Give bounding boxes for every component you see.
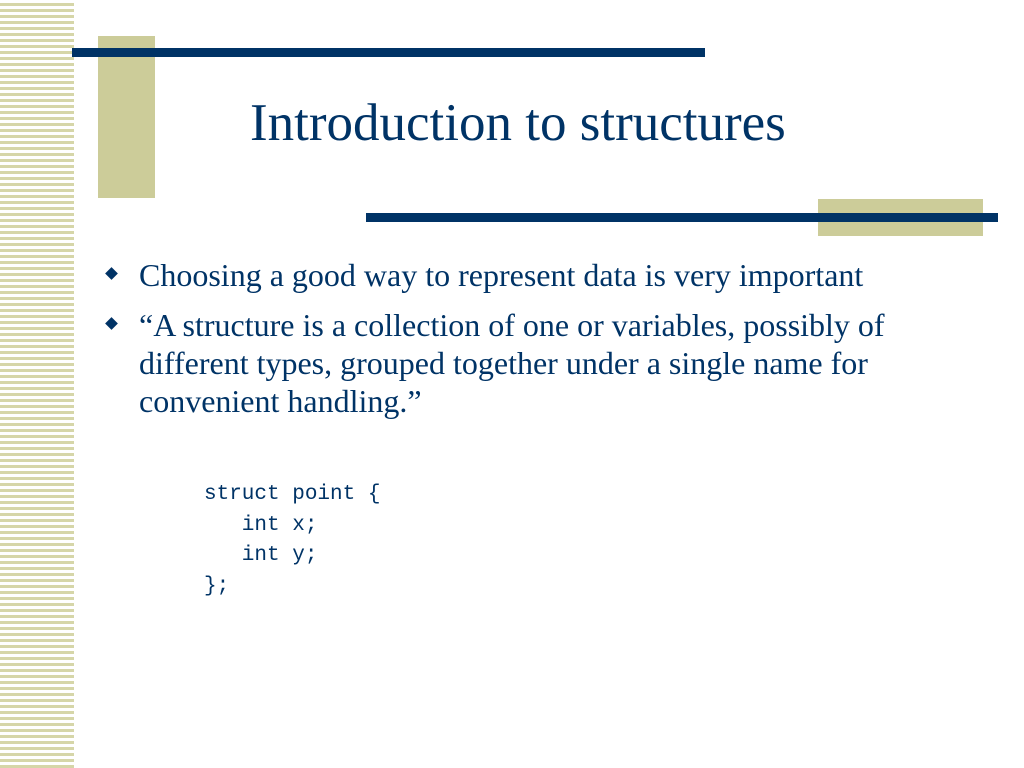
title-rule-top [72, 48, 705, 57]
code-line: struct point { [204, 483, 381, 506]
diamond-bullet-icon [105, 317, 118, 330]
bullet-item [105, 306, 965, 420]
decorative-stripes [0, 0, 74, 768]
code-line: int y; [204, 544, 318, 567]
bullet-text: “A structure is a collection of one or variables, possibly of different types, grouped together under a single name for convenient handling.” [139, 307, 885, 419]
bullet-text: Choosing a good way to represent data is very important [139, 257, 864, 293]
title-rule-bottom [366, 213, 998, 222]
slide-title: Introduction to structures [250, 94, 786, 152]
code-block [204, 480, 380, 602]
bullet-list [105, 256, 965, 432]
code-line: }; [204, 574, 230, 598]
code-line: int x; [204, 513, 318, 537]
bullet-item [105, 256, 965, 294]
decorative-block-top [98, 36, 155, 198]
diamond-bullet-icon [105, 267, 118, 280]
